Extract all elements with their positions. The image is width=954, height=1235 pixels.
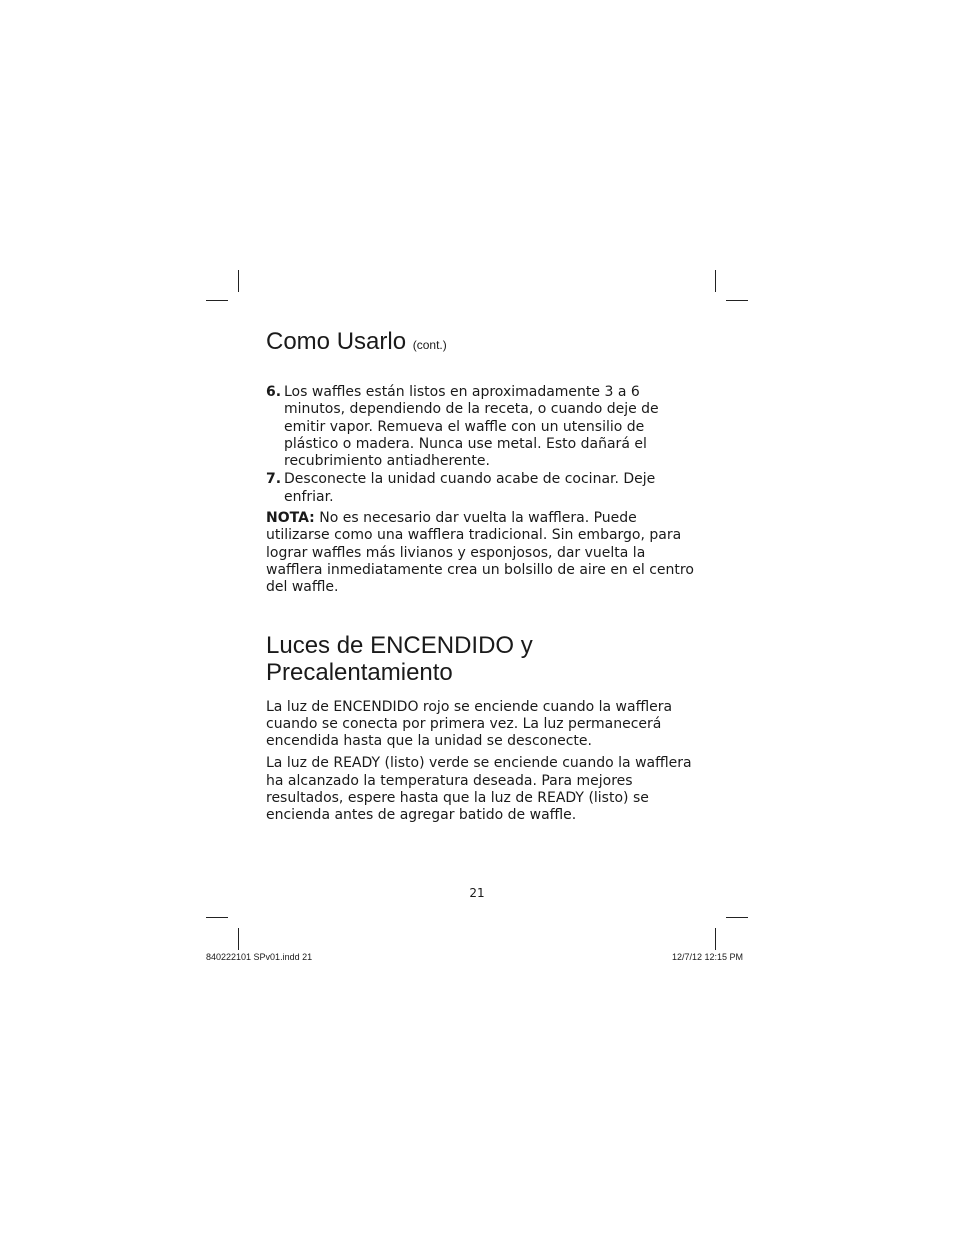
list-item	[266, 384, 696, 470]
crop-mark	[726, 917, 748, 918]
step-text: Los waffles están listos en aproximadamente 3 a 6 minutos, dependiendo de la receta, o cuando deje de emitir vapor. Remueva el waffle con un utensilio de plástico o madera. Nunca use metal. Esto dañará el recubrimiento antiadherente.	[284, 384, 659, 470]
footer-timestamp: 12/7/12 12:15 PM	[671, 952, 743, 962]
crop-mark	[726, 300, 748, 301]
list-item	[266, 471, 696, 506]
step-text: Desconecte la unidad cuando acabe de cocinar. Deje enfriar.	[284, 471, 656, 505]
crop-mark	[715, 270, 716, 292]
step-number: 6.	[266, 384, 282, 400]
note-label: NOTA:	[266, 510, 315, 527]
section-title-sub: (cont.)	[412, 338, 447, 352]
crop-mark	[238, 928, 239, 950]
section-title-luces	[266, 632, 696, 686]
section-title-como-usarlo: Como Usarlo (cont.)	[266, 328, 447, 355]
section-title-line: Precalentamiento	[266, 658, 453, 686]
note-text: No es necesario dar vuelta la wafflera. Puede utilizarse como una wafflera tradicional. Sin embargo, para lograr waffles más livianos y esponjosos, dar vuelta la wafflera inmediatamente crea un bolsillo de aire en el centro del waffle.	[266, 510, 694, 596]
crop-mark	[715, 928, 716, 950]
crop-mark	[206, 300, 228, 301]
paragraph-encendido: La luz de ENCENDIDO rojo se enciende cuando la wafflera cuando se conecta por primera vez. La luz permanecerá encendida hasta que la unidad se desconecte.	[266, 698, 673, 750]
page-number: 21	[469, 886, 485, 900]
step-number: 7.	[266, 471, 282, 488]
paragraph-ready: La luz de READY (listo) verde se enciende cuando la wafflera ha alcanzado la temperatura deseada. Para mejores resultados, espere hasta que la luz de READY (listo) se encienda antes de agregar batido de waffle.	[266, 755, 692, 824]
section-title-line: Luces de ENCENDIDO y	[266, 631, 533, 659]
crop-mark	[238, 270, 239, 292]
note-paragraph	[266, 510, 696, 596]
footer-file-info: 840222101 SPv01.indd 21	[206, 952, 313, 962]
crop-mark	[206, 917, 228, 918]
page-content	[266, 325, 696, 825]
steps-list	[266, 384, 696, 506]
